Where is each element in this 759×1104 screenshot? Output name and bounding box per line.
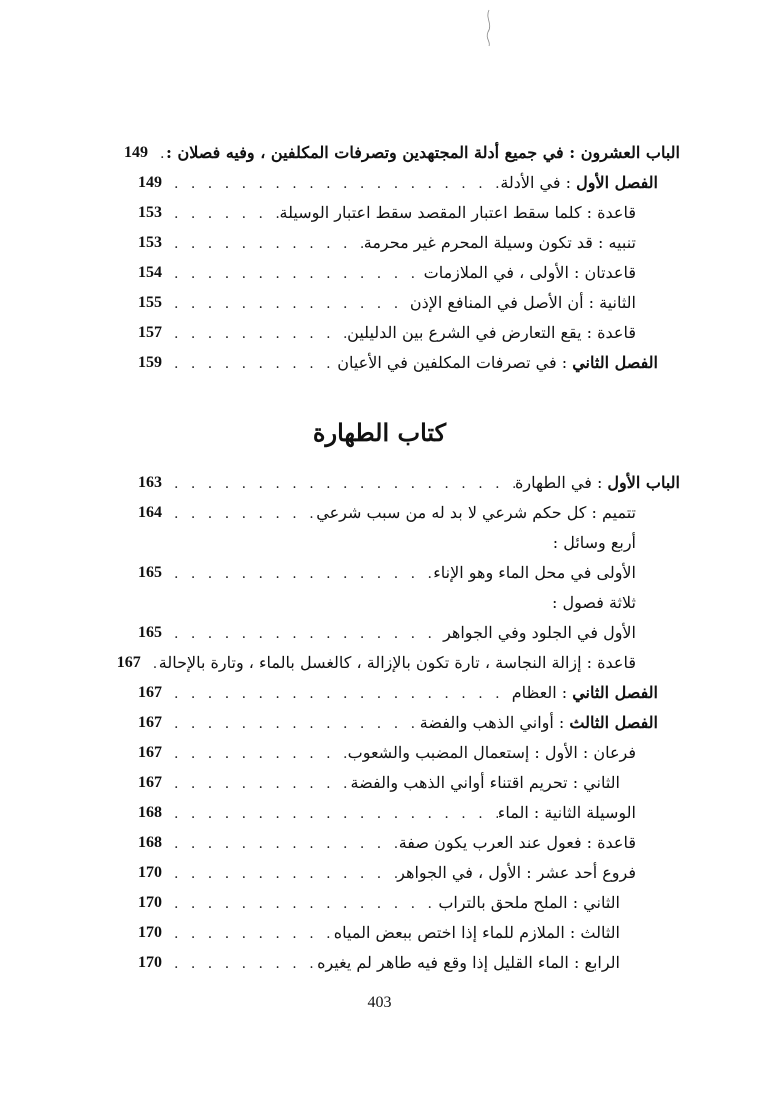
dot-leader	[154, 146, 166, 162]
toc-row: فرعان : الأول : إستعمال المضبب والشعوب . . . 167	[138, 732, 680, 762]
toc-row: قاعدتان : الأولى ، في الملازمات . . . 154	[138, 252, 680, 282]
toc-page-number: 167	[138, 774, 162, 791]
toc-page-number: 170	[138, 864, 162, 881]
dot-leader	[168, 866, 397, 882]
dot-leader	[147, 656, 159, 672]
toc-page-number: 153	[138, 234, 162, 251]
margin-mark	[483, 8, 495, 48]
toc-page-number: 159	[138, 354, 162, 371]
toc-row: الأولى في محل الماء وهو الإناء . . . 165	[138, 552, 680, 582]
toc-page-number: 164	[138, 504, 162, 521]
toc-row: الثاني : تحريم اقتناء أواني الذهب والفضة . . . 167	[138, 762, 680, 792]
toc-page-number: 170	[138, 894, 162, 911]
toc-section-one	[123, 132, 680, 372]
dot-leader	[168, 566, 433, 582]
page-number: 403	[367, 994, 392, 1011]
toc-row: الباب العشرون : في جميع أدلة المجتهدين وتصرفات المكلفين ، وفيه فصلان : . . . 149	[138, 132, 680, 162]
toc-row: قاعدة : كلما سقط اعتبار المقصد سقط اعتبار الوسيلة . . . 153	[138, 192, 680, 222]
toc-page-number: 149	[123, 144, 148, 161]
dot-leader	[168, 716, 420, 732]
dot-leader	[168, 746, 348, 762]
dot-leader	[168, 926, 334, 942]
toc-page-number: 168	[138, 834, 162, 851]
toc-row: الفصل الثالث : أواني الذهب والفضة . . . 167	[138, 702, 680, 732]
dot-leader	[168, 506, 316, 522]
toc-row: قاعدة : إزالة النجاسة ، تارة تكون بالإزالة ، كالغسل بالماء ، وتارة بالإحالة . . . 167	[138, 642, 680, 672]
toc-row: الوسيلة الثانية : الماء . . . 168	[138, 792, 680, 822]
toc-page-number: 157	[138, 324, 162, 341]
dot-leader	[168, 836, 399, 852]
toc-row: تنبيه : قد تكون وسيلة المحرم غير محرمة . . . 153	[138, 222, 680, 252]
toc-row: قاعدة : يقع التعارض في الشرع بين الدليلين . . . 157	[138, 312, 680, 342]
dot-leader	[168, 296, 410, 312]
dot-leader	[168, 236, 364, 252]
toc-page-number: 163	[138, 474, 162, 491]
toc-row: ثلاثة فصول :	[551, 593, 636, 612]
toc-row: الثاني : الملح ملحق بالتراب . . . 170	[138, 882, 680, 912]
toc-row: الفصل الثاني : في تصرفات المكلفين في الأعيان . . . 159	[138, 342, 680, 372]
toc-page-number: 167	[116, 654, 141, 671]
dot-leader	[168, 476, 515, 492]
dot-leader	[168, 176, 500, 192]
dot-leader	[168, 266, 424, 282]
toc-page-number: 167	[138, 744, 162, 761]
toc-row: الفصل الأول : في الأدلة . . . 149	[138, 162, 680, 192]
toc-row: قاعدة : فعول عند العرب يكون صفة . . . 168	[138, 822, 680, 852]
toc-row: الباب الأول : في الطهارة . . . 163	[138, 462, 680, 492]
dot-leader	[168, 896, 438, 912]
toc-page-number: 149	[138, 174, 162, 191]
dot-leader	[168, 356, 337, 372]
toc-row: فروع أحد عشر : الأول ، في الجواهر . . . 170	[138, 852, 680, 882]
toc-page-number: 165	[138, 564, 162, 581]
toc-row: تتميم : كل حكم شرعي لا بد له من سبب شرعي . . . 164	[138, 492, 680, 522]
toc-row: الأول في الجلود وفي الجواهر . . . 165	[138, 612, 680, 642]
dot-leader	[168, 626, 443, 642]
toc-row: الفصل الثاني : العظام . . . 167	[138, 672, 680, 702]
book-title: كتاب الطهارة	[312, 418, 447, 447]
toc-row: الثالث : الملازم للماء إذا اختص ببعض المياه . . . 170	[138, 912, 680, 942]
toc-page-number: 167	[138, 714, 162, 731]
toc-row: الثانية : أن الأصل في المنافع الإذن . . . 155	[138, 282, 680, 312]
dot-leader	[168, 686, 512, 702]
toc-page-number: 170	[138, 954, 162, 971]
toc-page-number: 170	[138, 924, 162, 941]
dot-leader	[168, 326, 347, 342]
dot-leader	[168, 776, 351, 792]
toc-row: أربع وسائل :	[552, 533, 636, 552]
toc-page-number: 154	[138, 264, 162, 281]
toc-page-number: 167	[138, 684, 162, 701]
toc-page-number: 153	[138, 204, 162, 221]
toc-row: الرابع : الماء القليل إذا وقع فيه طاهر لم يغيره . . . 170	[138, 942, 680, 972]
toc-page-number: 155	[138, 294, 162, 311]
dot-leader	[168, 206, 280, 222]
dot-leader	[168, 806, 498, 822]
toc-section-two	[116, 462, 680, 972]
toc-page-number: 165	[138, 624, 162, 641]
dot-leader	[168, 956, 317, 972]
toc-page-number: 168	[138, 804, 162, 821]
